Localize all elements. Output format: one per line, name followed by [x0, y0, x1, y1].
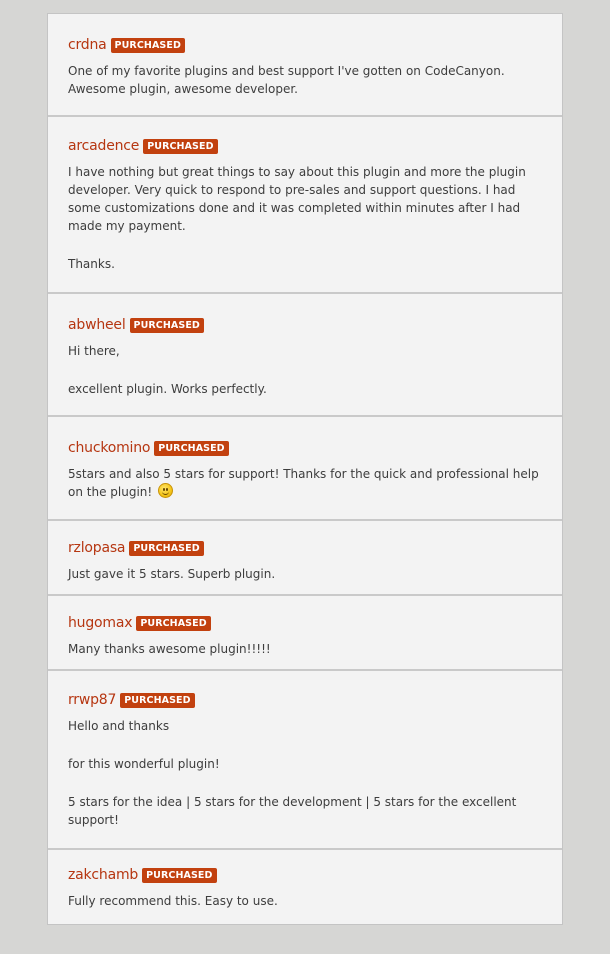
purchased-badge: PURCHASED	[142, 868, 216, 883]
review-text: One of my favorite plugins and best support I've gotten on CodeCanyon. Awesome plugin, awesome developer.	[68, 64, 505, 96]
review-body	[68, 565, 542, 583]
review-header	[68, 439, 542, 458]
review-item	[48, 117, 562, 294]
review-header	[68, 691, 542, 710]
review-item	[48, 417, 562, 521]
review-text: 5 stars for the idea | 5 stars for the development | 5 stars for the excellent support!	[68, 795, 517, 827]
review-list	[47, 13, 563, 925]
smiley-icon	[158, 483, 173, 498]
review-header	[68, 316, 542, 335]
review-item	[48, 850, 562, 924]
review-header	[68, 866, 542, 885]
review-text	[68, 465, 542, 501]
review-item	[48, 671, 562, 850]
review-header	[68, 137, 542, 156]
review-header	[68, 36, 542, 55]
purchased-badge: PURCHASED	[136, 616, 210, 631]
review-username[interactable]: zakchamb	[68, 867, 139, 883]
purchased-badge: PURCHASED	[143, 139, 217, 154]
review-text: for this wonderful plugin!	[68, 757, 220, 771]
review-text: excellent plugin. Works perfectly.	[68, 382, 267, 396]
review-body	[68, 62, 542, 98]
review-body	[68, 465, 542, 501]
review-username[interactable]: chuckomino	[68, 440, 151, 456]
review-item	[48, 14, 562, 117]
review-text-content: 5stars and also 5 stars for support! Thanks for the quick and professional help on the plugin!	[68, 467, 539, 499]
review-text: Many thanks awesome plugin!!!!!	[68, 642, 271, 656]
review-body	[68, 163, 542, 273]
review-username[interactable]: crdna	[68, 37, 107, 53]
review-username[interactable]: hugomax	[68, 615, 133, 631]
review-header	[68, 614, 542, 633]
review-text: Just gave it 5 stars. Superb plugin.	[68, 567, 276, 581]
review-body	[68, 640, 542, 658]
review-username[interactable]: rzlopasa	[68, 540, 126, 556]
review-username[interactable]: arcadence	[68, 138, 140, 154]
review-text: Hi there,	[68, 344, 120, 358]
purchased-badge: PURCHASED	[129, 541, 203, 556]
purchased-badge: PURCHASED	[111, 38, 185, 53]
review-text: Hello and thanks	[68, 719, 170, 733]
review-username[interactable]: abwheel	[68, 317, 126, 333]
review-item	[48, 596, 562, 671]
review-header	[68, 539, 542, 558]
purchased-badge: PURCHASED	[130, 318, 204, 333]
review-body	[68, 892, 542, 910]
purchased-badge: PURCHASED	[154, 441, 228, 456]
review-body	[68, 342, 542, 398]
review-username[interactable]: rrwp87	[68, 692, 117, 708]
review-item	[48, 521, 562, 596]
review-item	[48, 294, 562, 417]
review-body	[68, 717, 542, 829]
purchased-badge: PURCHASED	[120, 693, 194, 708]
review-text: Fully recommend this. Easy to use.	[68, 894, 278, 908]
review-text: I have nothing but great things to say about this plugin and more the plugin developer. Very quick to respond to pre-sales and support questions. I had some customizations done and it was completed within minutes after I had made my payment.	[68, 165, 526, 233]
review-text: Thanks.	[68, 257, 115, 271]
